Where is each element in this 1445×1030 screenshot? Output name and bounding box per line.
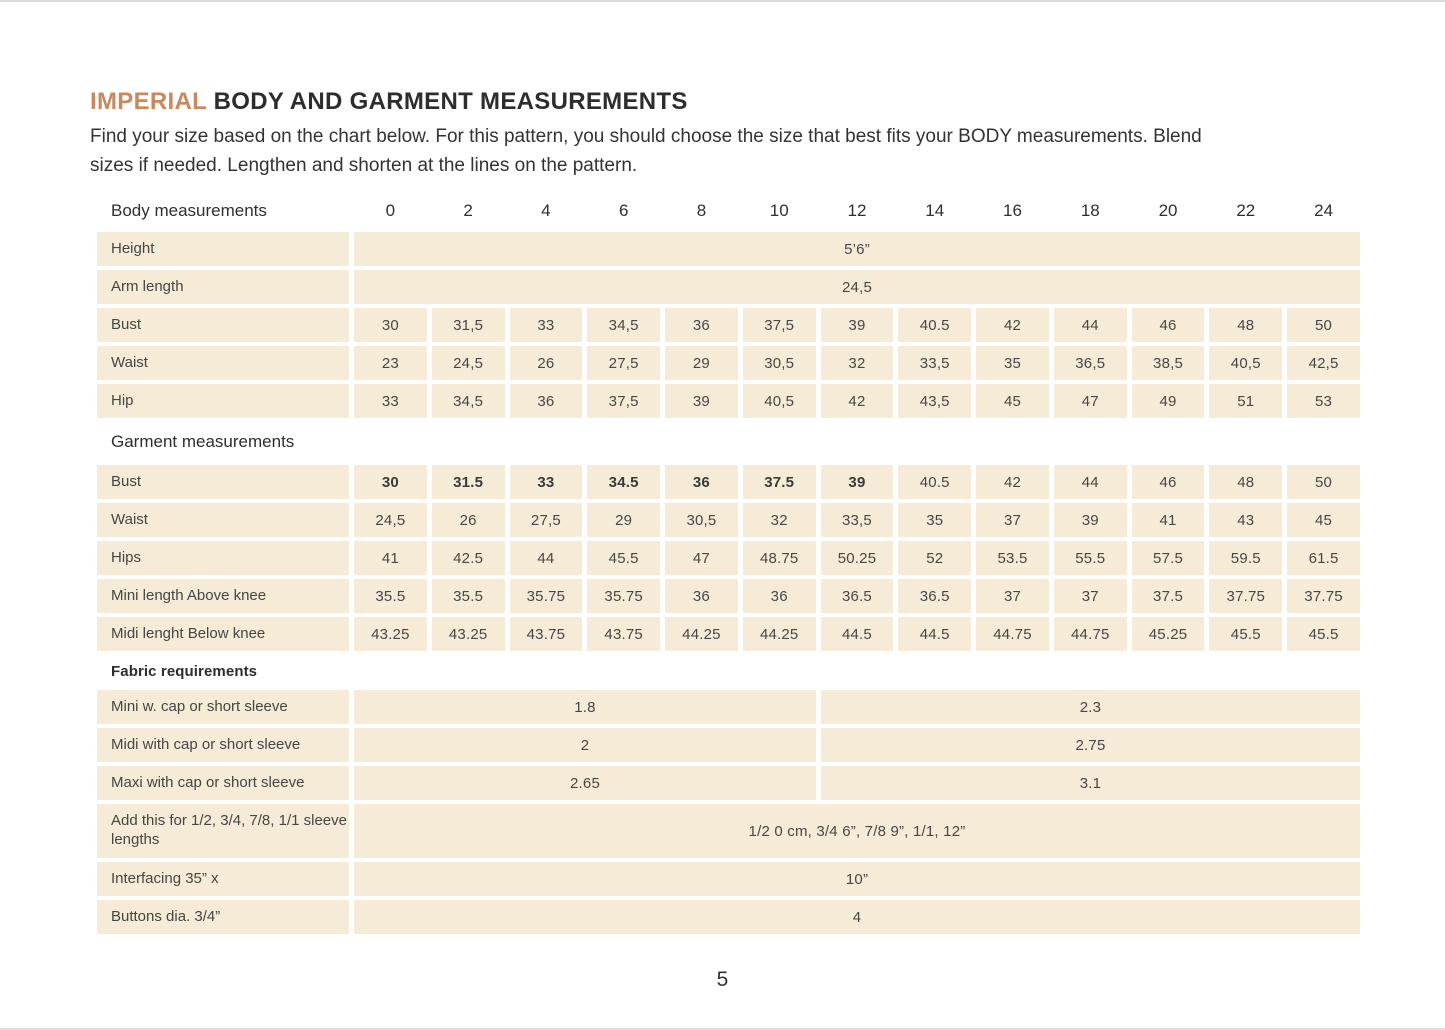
size-value-cell: 45 — [976, 384, 1049, 418]
size-value-cell: 48 — [1209, 308, 1282, 342]
size-value-cell: 34,5 — [587, 308, 660, 342]
size-value-cell: 44.5 — [821, 617, 894, 651]
size-value-cell: 33 — [510, 308, 583, 342]
size-value-cell: 43.75 — [510, 617, 583, 651]
size-value-cell: 44.75 — [976, 617, 1049, 651]
table-row — [97, 503, 1360, 537]
size-value-cell: 37.5 — [1132, 579, 1205, 613]
table-row — [97, 617, 1360, 651]
size-column-header: 14 — [925, 201, 945, 220]
title-text: BODY AND GARMENT MEASUREMENTS — [213, 88, 688, 115]
row-label: Midi lenght Below knee — [97, 617, 349, 651]
size-value-cell: 42 — [976, 465, 1049, 499]
size-value-cell: 42 — [821, 384, 894, 418]
table-row — [97, 232, 1360, 266]
size-value-cell: 41 — [1132, 503, 1205, 537]
table-row — [97, 270, 1360, 304]
size-value-cell: 33,5 — [898, 346, 971, 380]
size-value-cell: 49 — [1132, 384, 1205, 418]
size-column-header: 8 — [696, 201, 707, 220]
size-value-cell: 29 — [587, 503, 660, 537]
row-label: Bust — [97, 308, 349, 342]
size-value-cell: 45.5 — [587, 541, 660, 575]
size-value-cell: 24,5 — [432, 346, 505, 380]
size-value-cell: 35 — [898, 503, 971, 537]
size-value-cell: 52 — [898, 541, 971, 575]
size-value-cell: 23 — [354, 346, 427, 380]
row-value-span: 24,5 — [354, 270, 1360, 304]
size-column-header: 4 — [541, 201, 551, 220]
size-value-cell: 31,5 — [432, 308, 505, 342]
size-value-cell: 40,5 — [1209, 346, 1282, 380]
size-value-cell: 44.25 — [743, 617, 816, 651]
size-value-cell: 44 — [1054, 308, 1127, 342]
size-column-header: 0 — [385, 201, 396, 220]
table-row — [97, 465, 1360, 499]
size-value-cell: 35.5 — [354, 579, 427, 613]
size-column-header: 24 — [1314, 201, 1334, 220]
page-content — [90, 88, 1360, 938]
row-value-span: 10” — [354, 862, 1360, 896]
size-value-cell: 36 — [665, 308, 738, 342]
table-row — [97, 804, 1360, 858]
row-label: Maxi with cap or short sleeve — [97, 766, 349, 800]
size-value-cell: 35.75 — [510, 579, 583, 613]
size-value-cell: 37 — [1054, 579, 1127, 613]
section-header-row — [97, 659, 1360, 683]
size-column-header: 12 — [847, 201, 867, 220]
row-value-left: 2.65 — [354, 766, 816, 800]
size-value-cell: 37,5 — [587, 384, 660, 418]
size-value-cell: 59.5 — [1209, 541, 1282, 575]
size-value-cell: 33 — [354, 384, 427, 418]
page-number: 5 — [716, 968, 729, 991]
size-value-cell: 41 — [354, 541, 427, 575]
page-title — [90, 88, 1360, 116]
row-label: Height — [97, 232, 349, 266]
size-value-cell: 37 — [976, 579, 1049, 613]
table-row — [97, 690, 1360, 724]
size-value-cell: 36 — [665, 465, 738, 499]
size-value-cell: 30,5 — [743, 346, 816, 380]
size-value-cell: 34,5 — [432, 384, 505, 418]
size-value-cell: 42.5 — [432, 541, 505, 575]
table-row — [97, 728, 1360, 762]
size-value-cell: 47 — [665, 541, 738, 575]
size-value-cell: 31.5 — [432, 465, 505, 499]
size-value-cell: 57.5 — [1132, 541, 1205, 575]
row-label: Hip — [97, 384, 349, 418]
table-row — [97, 862, 1360, 896]
size-value-cell: 45.25 — [1132, 617, 1205, 651]
row-value-span: 5’6” — [354, 232, 1360, 266]
size-value-cell: 53 — [1287, 384, 1360, 418]
size-value-cell: 44.25 — [665, 617, 738, 651]
size-value-cell: 34.5 — [587, 465, 660, 499]
size-value-cell: 53.5 — [976, 541, 1049, 575]
size-value-cell: 46 — [1132, 465, 1205, 499]
size-value-cell: 40,5 — [743, 384, 816, 418]
size-value-cell: 26 — [432, 503, 505, 537]
size-value-cell: 30 — [354, 465, 427, 499]
table-row — [97, 579, 1360, 613]
size-value-cell: 48.75 — [743, 541, 816, 575]
size-value-cell: 43.25 — [432, 617, 505, 651]
table-row — [97, 900, 1360, 934]
size-column-header: 18 — [1080, 201, 1100, 220]
size-value-cell: 36.5 — [898, 579, 971, 613]
row-label: Waist — [97, 346, 349, 380]
size-value-cell: 51 — [1209, 384, 1282, 418]
size-value-cell: 36.5 — [821, 579, 894, 613]
size-value-cell: 46 — [1132, 308, 1205, 342]
size-value-cell: 26 — [510, 346, 583, 380]
size-value-cell: 36,5 — [1054, 346, 1127, 380]
size-value-cell: 43 — [1209, 503, 1282, 537]
size-value-cell: 37.5 — [743, 465, 816, 499]
row-value-span: 4 — [354, 900, 1360, 934]
size-value-cell: 32 — [821, 346, 894, 380]
size-value-cell: 30,5 — [665, 503, 738, 537]
size-value-cell: 39 — [821, 308, 894, 342]
table-row — [97, 308, 1360, 342]
size-value-cell: 39 — [821, 465, 894, 499]
table-row — [97, 346, 1360, 380]
section-header-row — [97, 427, 1360, 457]
size-value-cell: 40.5 — [898, 308, 971, 342]
size-value-cell: 44 — [1054, 465, 1127, 499]
size-value-cell: 44.5 — [898, 617, 971, 651]
row-label: Interfacing 35” x — [97, 862, 349, 896]
size-value-cell: 47 — [1054, 384, 1127, 418]
table-header-row — [97, 196, 1360, 226]
row-label: Buttons dia. 3/4” — [97, 900, 349, 934]
size-value-cell: 35 — [976, 346, 1049, 380]
column-header-label: Body measurements — [111, 201, 267, 220]
table-row — [97, 384, 1360, 418]
row-value-right: 2.3 — [821, 690, 1360, 724]
table-row — [97, 541, 1360, 575]
size-value-cell: 37.75 — [1209, 579, 1282, 613]
size-column-header: 2 — [463, 201, 473, 220]
table-row — [97, 766, 1360, 800]
size-value-cell: 40.5 — [898, 465, 971, 499]
size-value-cell: 50 — [1287, 465, 1360, 499]
size-value-cell: 33 — [510, 465, 583, 499]
size-value-cell: 27,5 — [587, 346, 660, 380]
row-value-span: 1/2 0 cm, 3/4 6”, 7/8 9”, 1/1, 12” — [354, 804, 1360, 858]
size-value-cell: 36 — [510, 384, 583, 418]
size-value-cell: 37 — [976, 503, 1049, 537]
size-column-header: 20 — [1158, 201, 1178, 220]
row-label: Add this for 1/2, 3/4, 7/8, 1/1 sleeve lengths — [97, 804, 349, 858]
row-label: Hips — [97, 541, 349, 575]
row-label: Mini length Above knee — [97, 579, 349, 613]
row-label: Waist — [97, 503, 349, 537]
intro-paragraph: Find your size based on the chart below. For this pattern, you should choose the size that best fits your BODY measurements. Blend sizes if needed. Lengthen and shorten at the lines on the pattern. — [90, 126, 1202, 176]
size-value-cell: 32 — [743, 503, 816, 537]
size-value-cell: 35.75 — [587, 579, 660, 613]
size-column-header: 6 — [618, 201, 629, 220]
size-value-cell: 45.5 — [1287, 617, 1360, 651]
size-value-cell: 36 — [743, 579, 816, 613]
size-value-cell: 24,5 — [354, 503, 427, 537]
size-value-cell: 43,5 — [898, 384, 971, 418]
section-title: Fabric requirements — [111, 662, 258, 680]
size-value-cell: 43.25 — [354, 617, 427, 651]
size-value-cell: 45 — [1287, 503, 1360, 537]
size-value-cell: 44.75 — [1054, 617, 1127, 651]
measurement-table — [97, 196, 1360, 934]
title-accent: IMPERIAL — [90, 88, 207, 115]
size-value-cell: 61.5 — [1287, 541, 1360, 575]
row-label: Bust — [97, 465, 349, 499]
size-value-cell: 37.75 — [1287, 579, 1360, 613]
size-value-cell: 43.75 — [587, 617, 660, 651]
row-value-left: 2 — [354, 728, 816, 762]
size-value-cell: 35.5 — [432, 579, 505, 613]
size-column-header: 10 — [769, 201, 789, 220]
row-label: Midi with cap or short sleeve — [97, 728, 349, 762]
size-value-cell: 48 — [1209, 465, 1282, 499]
size-value-cell: 27,5 — [510, 503, 583, 537]
row-label: Arm length — [97, 270, 349, 304]
size-value-cell: 39 — [1054, 503, 1127, 537]
size-value-cell: 50.25 — [821, 541, 894, 575]
row-label: Mini w. cap or short sleeve — [97, 690, 349, 724]
row-value-right: 3.1 — [821, 766, 1360, 800]
size-value-cell: 42 — [976, 308, 1049, 342]
size-value-cell: 36 — [665, 579, 738, 613]
size-value-cell: 39 — [665, 384, 738, 418]
row-value-right: 2.75 — [821, 728, 1360, 762]
size-value-cell: 37,5 — [743, 308, 816, 342]
section-title: Garment measurements — [111, 432, 295, 451]
size-value-cell: 55.5 — [1054, 541, 1127, 575]
size-value-cell: 42,5 — [1287, 346, 1360, 380]
row-value-left: 1.8 — [354, 690, 816, 724]
size-value-cell: 29 — [665, 346, 738, 380]
size-value-cell: 30 — [354, 308, 427, 342]
size-column-header: 16 — [1003, 201, 1022, 220]
size-value-cell: 44 — [510, 541, 583, 575]
size-value-cell: 38,5 — [1132, 346, 1205, 380]
size-value-cell: 45.5 — [1209, 617, 1282, 651]
size-value-cell: 33,5 — [821, 503, 894, 537]
size-column-header: 22 — [1236, 201, 1256, 220]
size-value-cell: 50 — [1287, 308, 1360, 342]
